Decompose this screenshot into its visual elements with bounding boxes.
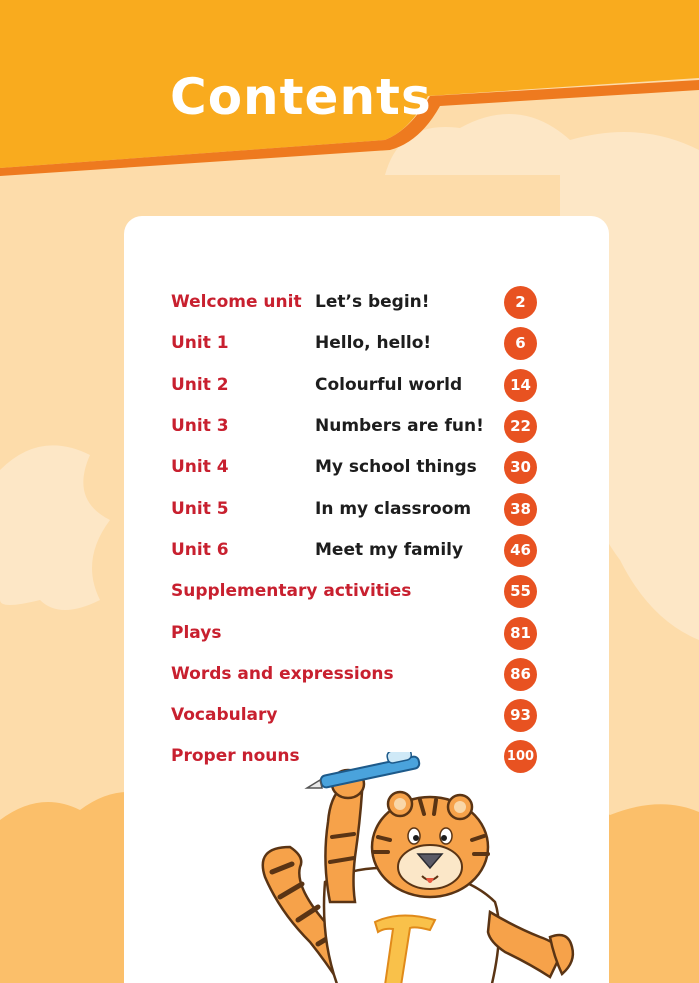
page-number-badge: 86 (504, 658, 537, 691)
toc-title: My school things (315, 457, 477, 478)
toc-row-vocabulary[interactable] (171, 695, 571, 736)
page-number-badge: 81 (504, 617, 537, 650)
toc-title: Hello, hello! (315, 333, 432, 354)
toc-label: Unit 2 (171, 374, 229, 395)
page-number-badge: 100 (504, 740, 537, 773)
page-number-badge: 55 (504, 575, 537, 608)
page-number-badge: 6 (504, 327, 537, 360)
toc-row-unit-1[interactable] (171, 323, 571, 364)
toc-title: Colourful world (315, 374, 463, 395)
toc-label: Welcome unit (171, 292, 302, 313)
toc-row-words-expressions[interactable] (171, 654, 571, 695)
toc-row-unit-2[interactable] (171, 365, 571, 406)
page-number-badge: 2 (504, 286, 537, 319)
toc-label: Unit 3 (171, 416, 229, 437)
page-number-badge: 14 (504, 369, 537, 402)
table-of-contents (171, 282, 571, 778)
toc-row-unit-4[interactable] (171, 447, 571, 488)
toc-label: Unit 4 (171, 457, 229, 478)
toc-label: Unit 5 (171, 498, 229, 519)
page-number-badge: 46 (504, 534, 537, 567)
page-number-badge: 30 (504, 451, 537, 484)
toc-title: In my classroom (315, 498, 472, 519)
toc-label: Plays (171, 622, 222, 643)
toc-row-welcome[interactable] (171, 282, 571, 323)
toc-title: Let’s begin! (315, 292, 430, 313)
toc-label: Supplementary activities (171, 581, 412, 602)
toc-row-unit-3[interactable] (171, 406, 571, 447)
toc-label: Proper nouns (171, 746, 300, 767)
toc-title: Numbers are fun! (315, 416, 484, 437)
toc-row-unit-5[interactable] (171, 488, 571, 529)
toc-label: Unit 1 (171, 333, 229, 354)
toc-label: Unit 6 (171, 539, 229, 560)
toc-row-unit-6[interactable] (171, 530, 571, 571)
toc-label: Words and expressions (171, 663, 394, 684)
toc-title: Meet my family (315, 539, 464, 560)
tiger-mascot-illustration (250, 752, 580, 983)
toc-label: Vocabulary (171, 705, 278, 726)
page-number-badge: 22 (504, 410, 537, 443)
toc-row-plays[interactable] (171, 612, 571, 653)
toc-row-supplementary[interactable] (171, 571, 571, 612)
page-number-badge: 38 (504, 493, 537, 526)
page-title: Contents (170, 68, 432, 126)
page-number-badge: 93 (504, 699, 537, 732)
